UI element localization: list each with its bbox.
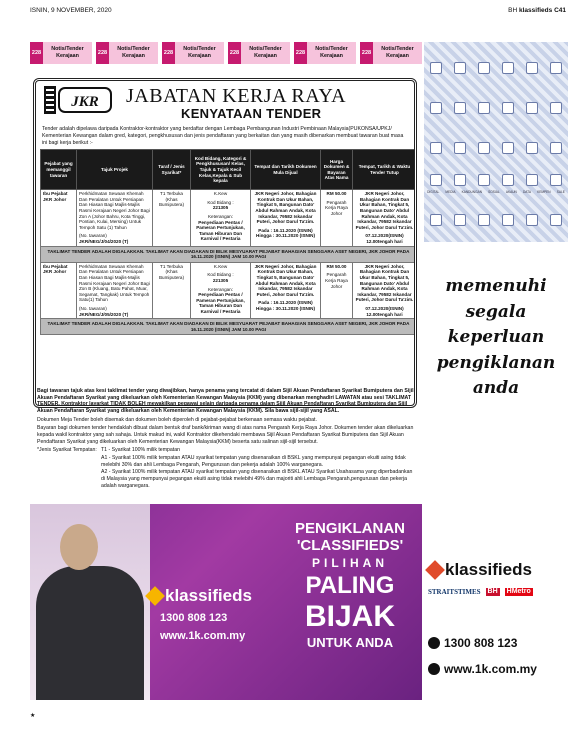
app-icon — [526, 214, 538, 226]
office-cell: Ibu Pejabat JKR Johor — [41, 190, 77, 246]
status-cell: T1 Terbuka (Khas Bumiputera) — [153, 190, 191, 246]
notice-subtitle: KENYATAAN TENDER — [181, 106, 322, 121]
document-note: Dokumen Meja Tender boleh disemak dan dokumen boleh diperoleh di pejabat-pejabat berkenaan semasa waktu pejabat. — [37, 416, 317, 423]
project-cell: Perkhidmatan Sewaan Khemah Dan Peralatan Untuk Persiapan Dan Hiasan Bagi Majlis-Majlis Rasmi Kerajaan Negeri Johor Bagi Zon A (Johor Bahru, Kota Tinggi, Pontian, Kulai, Mersing) Untuk Tempoh Satu (1) Tahun (No. tawaran) JKR/NEG/J/04/2020 (T) — [77, 190, 153, 246]
briefing-note: Bagi tawaran tajuk atas kesi taklimat tender yang diwajibkan, hanya penama yang tercatat di dalam Sijil Akuan Pendaftaran Syarikat Bumiputera dan Sijil Akuan Pendaftaran Syarikat yang dikeluarkan oleh Kementerian Kewangan Malaysia (KKM) yang dibenarkan menghadiri LAWATAN atau sesi TAKLIMAT TENDER. Kontraktor layarkat TIDAK BOLEH mewakilkan pegawai selain daripada penama dalam Sijil Akuan Pendaftaran Syarikat Bumiputera dan Sijil Akuan Pendaftaran Syarikat yang dikeluarkan oleh Kementerian Kewangan Malaysia (KKM). Sila bawa sijil-sijil yang ASAL. — [37, 388, 414, 414]
closing-cell: JKR Negeri Johor, Bahagian Kontrak Dan Ukur Bahan, Tingkat 5, Bangunan Dato' Abdul Rahman Andak, Kota Iskandar, 79582 Iskandar Puteri, Johor Darul Ta'zim. 07.12.2020(ISNIN) 12.00tengah hari — [353, 262, 417, 318]
ad-headline: PENGIKLANAN 'CLASSIFIEDS' PILIHAN PALING BIJAK UNTUK ANDA — [294, 520, 405, 650]
category-cell: K.Kew Kod Bidang : 221305 Keterangan: Penyediaan Pentas / Pameran Pertunjukan, Taman Hiburan Dan Karnival / Pestaria — [191, 190, 251, 246]
icon-pattern — [424, 42, 568, 242]
ad-brand-right: klassifieds — [428, 560, 570, 580]
hmetro-logo: HMetro — [506, 588, 531, 595]
legend-item: A2 - Syarikat 100% milik tempatan ATAU syarikat tempatan yang disenaraikan di BSKL ATAU Syarikat Usahasama yang diperbadankan di Malaysia yang mempunyai pegangan ekuiti asing tidak melebihi 49% dan majoriti ahli Lembaga Pengarah,pengurusan dan pekerja adalah warganegara. — [101, 469, 413, 489]
contact-phone: 1300 808 123 — [428, 636, 570, 650]
app-icon — [526, 62, 538, 74]
category-tab: 228 Notis/Tender Kerajaan — [162, 42, 224, 64]
app-icon — [526, 174, 538, 186]
notice-notes — [37, 388, 415, 490]
app-icon — [430, 142, 442, 154]
app-icon — [430, 174, 442, 186]
column-header: Tempat dan Tarikh Dokumen Mula Dijual — [251, 150, 321, 190]
straits-times-logo: STRAITSTIMES — [428, 588, 481, 596]
closing-cell: JKR Negeri Johor, Bahagian Kontrak Dan Ukur Bahan, Tingkat 5, Bangunan Dato' Abdul Rahman Andak, Kota Iskandar, 79582 Iskandar Puteri, Johor Darul Ta'zim. 07.12.2020(ISNIN) 12.00tengah hari — [353, 190, 417, 246]
app-icon — [454, 62, 466, 74]
page-folio: BH klassifieds C41 — [508, 6, 566, 14]
footer-mark: ★ — [30, 713, 36, 719]
column-header: Taraf / Jenis Syarikat* — [153, 150, 191, 190]
category-tab: 228 Notis/Tender Kerajaan — [96, 42, 158, 64]
category-tab: 228 Notis/Tender Kerajaan — [228, 42, 290, 64]
column-header: Pejabat yang memanggil tawaran — [41, 150, 77, 190]
app-icon — [478, 214, 490, 226]
app-icon — [454, 174, 466, 186]
app-icon — [502, 214, 514, 226]
legend-item: T1 - Syarikat 100% milik tempatan — [101, 447, 180, 454]
phone-icon — [428, 637, 440, 649]
tender-table-header — [41, 150, 417, 190]
app-icon — [478, 62, 490, 74]
table-row — [41, 262, 417, 318]
column-header: Tajuk Projek — [77, 150, 153, 190]
app-icon — [526, 142, 538, 154]
app-icon — [502, 62, 514, 74]
app-icon — [478, 142, 490, 154]
sale-cell: JKR Negeri Johor, Bahagian Kontrak Dan Ukur Bahan, Tingkat 5, Bangunan Dato' Abdul Rahman Andak, Kota Iskandar, 79582 Iskandar Puteri, Johor Darul Ta'zim. Pada : 16.11.2020 (ISNIN) Hingga : 30.11.2020 (ISNIN) — [251, 190, 321, 246]
status-cell: T1 Terbuka (Khas Bumiputera) — [153, 262, 191, 318]
icon-labels: DIGITAL MEDIA KANDUNGAN SOSIAL AKAUN DATA KEMPEN SALE — [427, 190, 565, 194]
app-icon — [550, 102, 562, 114]
ad-url: www.1k.com.my — [160, 630, 246, 642]
classifieds-ad — [30, 504, 570, 700]
app-icon — [550, 214, 562, 226]
contact-url: www.1k.com.my — [428, 662, 570, 676]
tender-table — [40, 149, 417, 335]
category-tabs — [30, 42, 422, 64]
app-icon — [454, 102, 466, 114]
svg-text:JKR: JKR — [71, 94, 99, 110]
notice-intro: Tender adalah dipelawa daripada Kontraktor-kontraktor yang berdaftar dengan Lembaga Pembangunan Industri Pembinaan Malaysia(PUKONSA/UPKJ/ Kementerian Kewangan dalam gred, kategori, pengkhususan dan jenis pendaftaran yang berkaitan dan yang masih dibenarkan membuat tawaran buat masa ini bagi kerja berikut :- — [42, 126, 404, 146]
newspaper-logos — [428, 588, 570, 596]
price-cell: RM 50.00 Pengarah Kerja Raya Johor — [321, 190, 353, 246]
table-row — [41, 190, 417, 246]
category-tab: 228 Notis/Tender Kerajaan — [294, 42, 356, 64]
page-header — [30, 5, 566, 15]
column-header: Tempat, Tarikh & Waktu Tender Tutup — [353, 150, 417, 190]
payment-note: Bayaran bagi dokumen tender hendaklah dibuat dalam bentuk draf bank/kiriman wang di atas nama Pengarah Kerja Raya Johor. Dokumen tender akan dikeluarkan kepada wakil kontraktor yang sah sahaja. Untuk makud ini, wakil Kontraktor dikehendaki membawa Sijil Akuan Pendaftaran Syarikat Bumiputera dan Sijil Akuan Pendaftaran Syarikat yang dikeluarkan oleh Kementerian Kewangan Malaysia(KKM) beserta satu salinan sijil-sijil tersebut. — [37, 425, 414, 445]
app-icon — [550, 62, 562, 74]
briefing-band: TAKLIMAT TENDER ADALAH DIGALAKKAN. TAKLIMAT AKAN DIADAKAN DI BILIK MESYUARAT PEJABAT BAHAGIAN SENGGARA ASET NEGERI, JKR JOHOR PADA 16.11.2020 (ISNIN) JAM 10.00 PAGI — [41, 246, 417, 262]
jkr-logo-icon — [42, 84, 114, 116]
app-icon — [502, 142, 514, 154]
app-icon — [454, 214, 466, 226]
klassifieds-logo-icon — [425, 560, 445, 580]
app-icon — [550, 174, 562, 186]
category-cell: K.Kew Kod Bidang : 221305 Keterangan: Penyediaan Pentas / Pameran Pertunjukan, Taman Hiburan Dan Karnival / Pestaria — [191, 262, 251, 318]
app-icon — [550, 142, 562, 154]
legend-item: A1 - Syarikat 100% milik tempatan ATAU syarikat tempatan yang disenaraikan di BSKL yang mempunyai pegangan ekuiti asing tidak melebihi 30% dan ahli Lembaga Pengarah, Pengurusan dan pekerja adalah 100% warganegara. — [101, 454, 406, 468]
app-icon — [502, 102, 514, 114]
category-tab: 228 Notis/Tender Kerajaan — [360, 42, 422, 64]
slogan-script: memenuhi segala keperluan pengiklanan anda — [436, 276, 556, 398]
sale-cell: JKR Negeri Johor, Bahagian Kontrak Dan Ukur Bahan, Tingkat 5, Bangunan Dato' Abdul Rahman Andak, Kota Iskandar, 79582 Iskandar Puteri, Johor Darul Ta'zim. Pada : 16.11.2020 (ISNIN) Hingga : 30.11.2020 (ISNIN) — [251, 262, 321, 318]
ad-phone: 1300 808 123 — [160, 612, 228, 624]
agency-title: JABATAN KERJA RAYA — [126, 85, 347, 107]
klassifieds-logo-icon — [145, 586, 165, 606]
category-tab: 228 Notis/Tender Kerajaan — [30, 42, 92, 64]
tender-notice — [33, 78, 417, 408]
app-icon — [430, 214, 442, 226]
notice-header — [36, 81, 414, 125]
app-icon — [526, 102, 538, 114]
page-date: ISNIN, 9 NOVEMBER, 2020 — [30, 6, 112, 14]
price-cell: RM 50.00 Pengarah Kerja Raya Johor — [321, 262, 353, 318]
app-icon — [454, 142, 466, 154]
app-icon — [478, 102, 490, 114]
column-header: Harga Dokumen & Bayaran Atas Nama — [321, 150, 353, 190]
bh-logo: BH — [487, 588, 498, 595]
ad-brand: klassifieds — [148, 584, 288, 608]
project-cell: Perkhidmatan Sewaan Khemah Dan Peralatan Untuk Persiapan Dan Hiasan Bagi Majlis-Majlis Rasmi Kerajaan Negeri Johor Bagi Zon B (Kluang, Batu Pahat, Muar, Segamat, Tangkak) Untuk Tempoh Satu(1) Tahun (No. tawaran) JKR/NEG/J/05/2020 (T) — [77, 262, 153, 318]
app-icon — [502, 174, 514, 186]
ad-banner — [30, 504, 422, 700]
businessman-image — [30, 504, 150, 700]
briefing-band: TAKLIMAT TENDER ADALAH DIGALAKKAN. TAKLIMAT AKAN DIADAKAN DI BILIK MESYUARAT PEJABAT BAHAGIAN SENGGARA ASET NEGERI, JKR JOHOR PADA 16.11.2020 (ISNIN) JAM 10.00 PAGI — [41, 319, 417, 335]
column-header: Kod Bidang, Kategori & Pengkhususan/ Kelas, Tajuk & Tajuk Kecil Kelas,Kepala & Sub kepala — [191, 150, 251, 190]
app-icon — [430, 102, 442, 114]
ad-contact — [428, 560, 570, 700]
app-icon — [478, 174, 490, 186]
globe-icon — [428, 663, 440, 675]
company-type-legend: *Jenis Syarikat Tempatan: T1 - Syarikat 100% milik tempatan A1 - Syarikat 100% milik tempatan ATAU syarikat tempatan yang disenaraikan di BSKL yang mempunyai pegangan ekuiti asing tidak melebihi 30% dan ahli Lembaga Pengarah, Pengurusan dan pekerja adalah 100% warganegara. A2 - Syarikat 100% milik tempatan ATAU syarikat tempatan yang disenaraikan di BSKL ATAU Syarikat Usahasama yang diperbadankan di Malaysia yang mempunyai pegangan ekuiti asing tidak melebihi 49% dan majoriti ahli Lembaga Pengarah,pengurusan dan pekerja adalah warganegara. — [37, 447, 415, 490]
office-cell: Ibu Pejabat JKR Johor — [41, 262, 77, 318]
app-icon — [430, 62, 442, 74]
sidebar-ad — [424, 42, 568, 464]
